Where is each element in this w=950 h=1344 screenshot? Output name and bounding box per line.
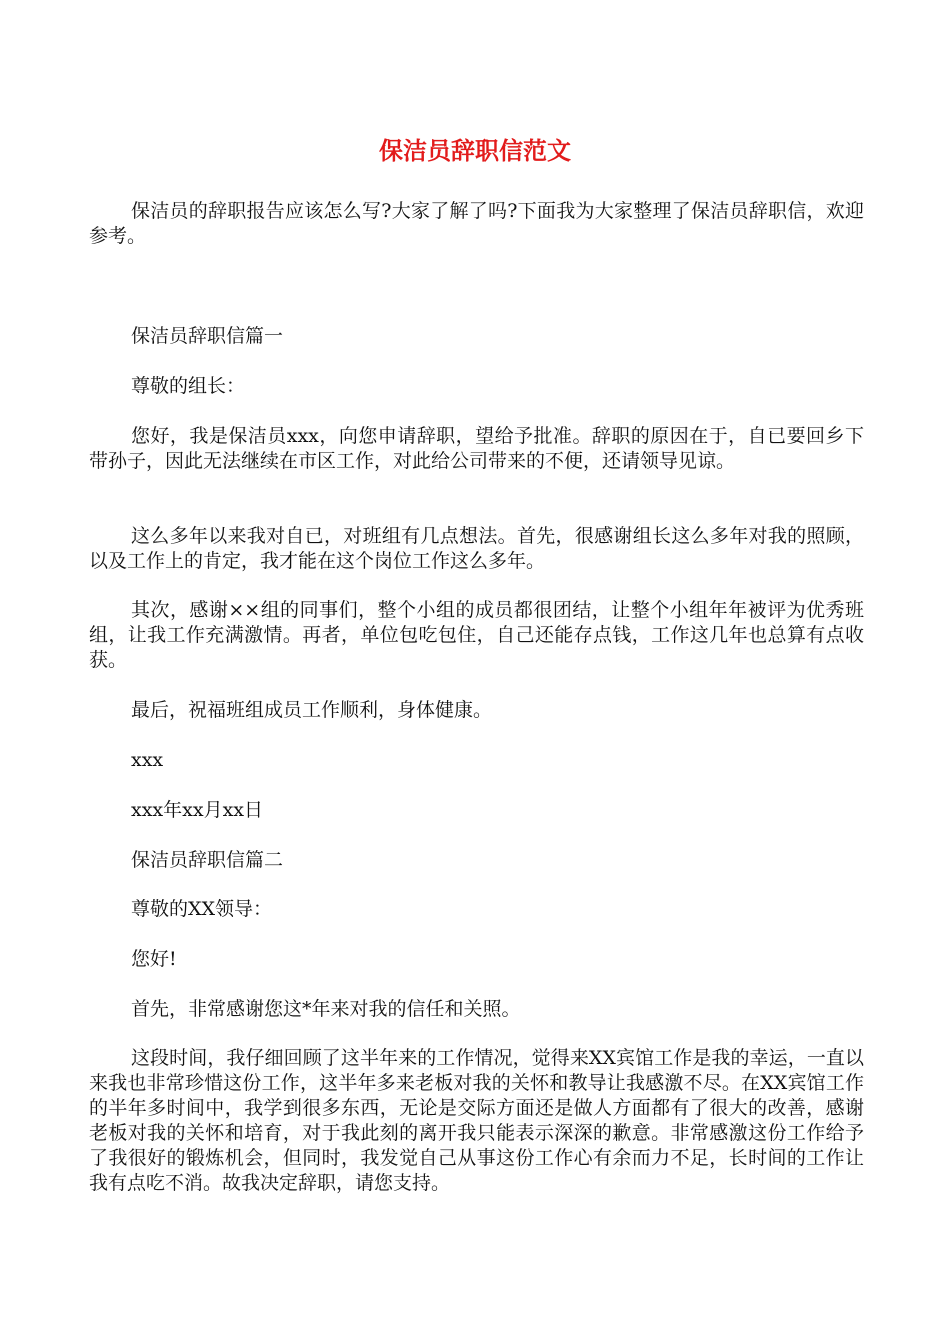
letter2-greeting: 您好!: [131, 948, 177, 970]
letter1-signature: xxx: [131, 749, 164, 771]
letter2-paragraph-2: 这段时间，我仔细回顾了这半年来的工作情况，觉得来XX宾馆工作是我的幸运，一直以来我也非常珍惜这份工作，这半年多来老板对我的关怀和教导让我感激不尽。在XX宾馆工作的半年多时间中，我学到很多东西，无论是交际方面还是做人方面都有了很大的改善，感谢老板对我的关怀和培育，对于我此刻的离开我只能表示深深的歉意。非常感激这份工作给予了我很好的锻炼机会，但同时，我发觉自己从事这份工作心有余而力不足，长时间的工作让我有点吃不消。故我决定辞职，请您支持。: [89, 1047, 864, 1194]
intro-paragraph: 保洁员的辞职报告应该怎么写?大家了解了吗?下面我为大家整理了保洁员辞职信，欢迎参考。: [89, 200, 864, 247]
letter1-closing: 最后，祝福班组成员工作顺利，身体健康。: [131, 699, 493, 721]
letter1-salutation: 尊敬的组长：: [131, 375, 246, 397]
letter1-paragraph-2: 这么多年以来我对自已，对班组有几点想法。首先，很感谢组长这么多年对我的照顾，以及工作上的肯定，我才能在这个岗位工作这么多年。: [89, 525, 864, 572]
letter1-paragraph-3: 其次，感谢××组的同事们，整个小组的成员都很团结，让整个小组年年被评为优秀班组，让我工作充满激情。再者，单位包吃包住，自己还能存点钱，工作这几年也总算有点收获。: [89, 599, 864, 671]
letter1-paragraph-1: 您好，我是保洁员xxx，向您申请辞职，望给予批准。辞职的原因在于，自已要回乡下带孙子，因此无法继续在市区工作，对此给公司带来的不便，还请领导见谅。: [89, 425, 864, 472]
document-title: 保洁员辞职信范文: [379, 137, 571, 165]
letter1-date: xxx年xx月xx日: [131, 799, 264, 821]
letter1-heading: 保洁员辞职信篇一: [131, 325, 284, 347]
letter2-heading: 保洁员辞职信篇二: [131, 849, 284, 871]
letter2-salutation: 尊敬的XX领导：: [131, 898, 273, 920]
letter2-paragraph-1: 首先，非常感谢您这*年来对我的信任和关照。: [131, 998, 521, 1020]
